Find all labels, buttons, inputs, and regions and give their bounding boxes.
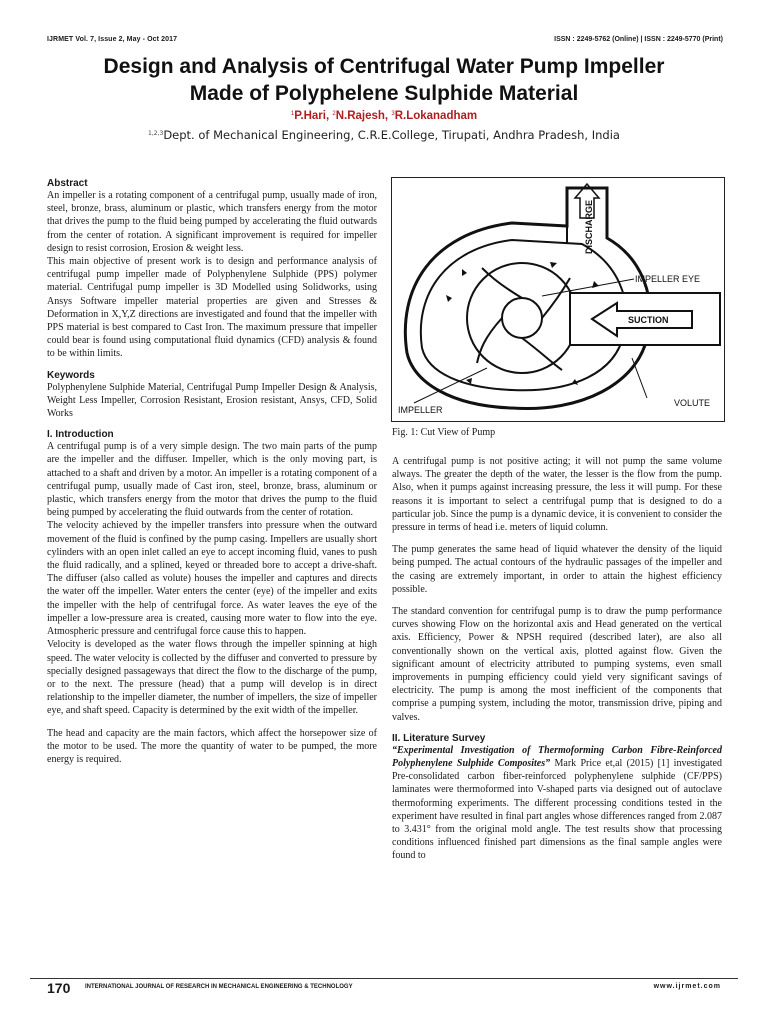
introduction-paragraph-4: The head and capacity are the main factors, which affect the horsepower size of the motor to be used. The more the quantity of water to be pumped, the more energy is required.	[47, 727, 377, 765]
keywords-heading: Keywords	[47, 369, 95, 381]
abstract-paragraph-1: An impeller is a rotating component of a centrifugal pump, usually made of iron, steel, bronze, brass, aluminum or plastic, which transfers energy from the motor that drives the pump to the fluid being pumped by accelerating the fluid outwards from the center of rotation. A significant improvement is required for impeller design to resist corrosion, Erosion & weight less.	[47, 190, 377, 254]
author-1-affiliation-marker: 1	[290, 111, 295, 117]
impeller-eye-label: IMPELLER EYE	[635, 274, 701, 284]
author-1: P.Hari,	[294, 110, 330, 122]
pump-cutaway-drawing	[392, 178, 724, 421]
introduction-paragraph-3: Velocity is developed as the water flows through the impeller spinning at high speed. The water velocity is collected by the diffuser and converted to pressure by specially designed passageways that direct the flow to the discharge of the pump, or to the next. The pressure (head) that a pump will develop is in direct relationship to the impeller diameter, the number of impellers, the size of impeller eye, and shaft speed. Capacity is determined by the exit width of the impeller.	[47, 639, 377, 717]
right-paragraph-3: The standard convention for centrifugal pump is to draw the pump performance curves showing Flow on the horizontal axis and Head generated on the vertical axis. Efficiency, Power & NPSH required (described later), are also all conventionally shown on the vertical axis, plotted against flow. Given the significant amount of electricity attributed to pumping systems, even small improvements in pumping efficiency could yield very significant savings of electricity. The pump is among the most inefficient of the components that comprise a pumping system, including the motor, transmission drive, piping and valves.	[392, 606, 722, 723]
literature-survey-heading: II. Literature Survey	[392, 732, 486, 744]
author-3: R.Lokanadham	[394, 110, 478, 122]
suction-label: SUCTION	[628, 315, 669, 325]
right-paragraph-1: A centrifugal pump is not positive acting; it will not pump the same volume always. The greater the depth of the water, the lesser is the flow from the pump. Also, when it pumps against increasing pressure, the less it will pump. For these reasons it is important to select a centrifugal pump that is designed to do a particular job. Since the pump is a dynamic device, it is convenient to consider the pressure in terms of head i.e. meters of liquid column.	[392, 456, 722, 534]
footer-journal-name: INTERNATIONAL JOURNAL OF RESEARCH IN MECHANICAL ENGINEERING & TECHNOLOGY	[85, 984, 353, 990]
affiliation	[30, 128, 738, 142]
affiliation-marker: 1,2,3	[148, 130, 164, 137]
author-3-affiliation-marker: 3	[391, 111, 395, 117]
introduction-paragraph-2: The velocity achieved by the impeller transfers into pressure when the outward movement of the fluid is confined by the pump casing. Impellers are usually short cylinders with an open inlet called an eye to accept incoming fluid, vanes to push the fluid radically, and a splined, keyed or threaded bore to accept a drive-shaft. The diffuser (also called as volute) houses the impeller and captures and directs the water off the impeller. Water enters the center (eye) of the impeller and exits the impeller with the help of centrifugal force. As water leaves the eye of the impeller a low-pressure area is created, causing more water to flow into the eye. Atmospheric pressure and centrifugal force cause this to happen.	[47, 520, 377, 638]
pump-cutaway-figure	[391, 177, 725, 422]
keywords-text: Polyphenylene Sulphide Material, Centrifugal Pump Impeller Design & Analysis, Weight Less Impeller, Corrosion Resistant, Erosion resistant, Ansys, CFD, Solid Works	[47, 381, 377, 420]
figure-caption: Fig. 1: Cut View of Pump	[392, 427, 496, 438]
author-list	[30, 110, 738, 122]
volute-label: VOLUTE	[674, 398, 711, 408]
impeller-label: IMPELLER	[398, 405, 443, 415]
paper-title-line-2: Made of Polyphelene Sulphide Material	[189, 82, 579, 105]
paper-title	[30, 53, 738, 107]
affiliation-text: Dept. of Mechanical Engineering, C.R.E.College, Tirupati, Andhra Pradesh, India	[163, 128, 620, 142]
paper-title-line-1: Design and Analysis of Centrifugal Water Pump Impeller	[103, 55, 665, 78]
abstract-paragraph-2: This main objective of present work is to design and performance analysis of centrifugal pump impeller made of Polyphenylene Sulphide (PPS) polymer material. Centrifugal pump impeller is 3D Modelled using Solidworks, using Ansys Software impeller material properties are given and Stresses & Deformation in X,Y,Z directions are investigated and found that the impeller with PPS material is best compared to Cast Iron. The maximum pressure that impeller could bear is found using computational fluid dynamics (CFD) analysis & found to be within limits.	[47, 256, 377, 360]
discharge-label: DISCHARGE	[584, 200, 594, 255]
abstract-heading: Abstract	[47, 178, 88, 189]
introduction-heading: I. Introduction	[47, 429, 114, 441]
literature-text: Mark Price et,al (2015) [1] investigated Pre-consolidated carbon fiber-reinforced polyphenylene sulphide (CF/PPS) laminates were thermoformed into V-shaped parts via designed out of autoclave thermoforming experiments. The different processing conditions tested in the experiment have resulted in final part angles whose differences ranged from 2.087 to 3.431° from the original mold angle. The test results show that processing conditions influenced finished part dimensions as the final sample angles were found to	[392, 758, 722, 862]
footer-website[interactable]: www.ijrmet.com	[653, 983, 721, 990]
introduction-paragraph-1: A centrifugal pump is of a very simple design. The two main parts of the pump are the impeller and the diffuser. Impeller, which is the only moving part, is attached to a shaft and driven by a motor. An impeller is a rotating component of a centrifugal pump, usually made of Cast iron, steel, bronze, brass, aluminum or plastic, which transfers energy from the motor that drives the pump to the fluid being pumped by accelerating the fluid outwards from the center of rotation.	[47, 441, 377, 519]
page-number: 170	[47, 980, 71, 996]
right-paragraph-2: The pump generates the same head of liquid whatever the density of the liquid being pumped. The actual contours of the hydraulic passages of the impeller and the casing are extremely important, in order to attain the highest efficiency possible.	[392, 544, 722, 595]
literature-paragraph-1	[392, 744, 722, 863]
author-2: N.Rajesh,	[335, 110, 389, 122]
running-header-issn: ISSN : 2249-5762 (Online) | ISSN : 2249-5770 (Print)	[554, 36, 723, 43]
cited-paper-title: “Experimental Investigation of Thermoforming Carbon Fibre-Reinforced Polyphenylene Sulphide Composites”	[392, 744, 722, 770]
author-2-affiliation-marker: 2	[332, 111, 336, 117]
left-column	[47, 178, 377, 766]
footer-rule	[30, 978, 738, 979]
right-column	[392, 455, 722, 863]
running-header-journal: IJRMET Vol. 7, Issue 2, May - Oct 2017	[47, 36, 178, 43]
